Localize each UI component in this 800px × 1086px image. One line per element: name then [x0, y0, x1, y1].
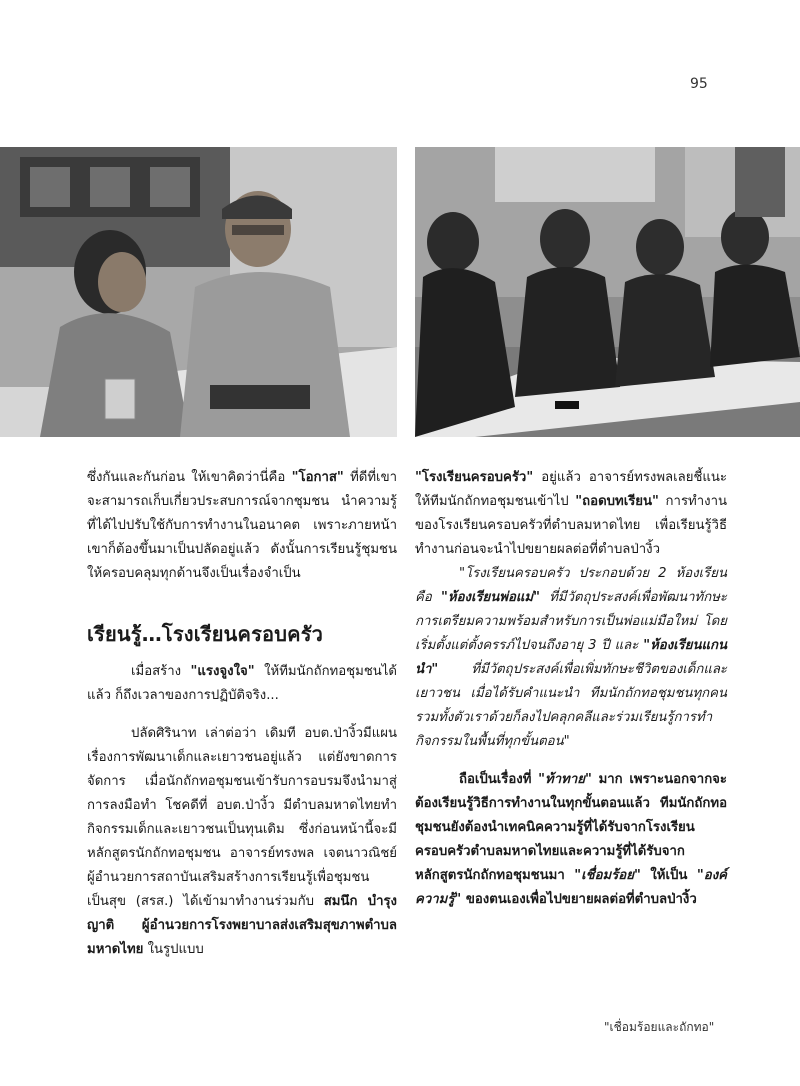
right-p3-text-4: ให้เป็น: [640, 868, 697, 883]
page-number: 95: [690, 76, 708, 92]
right-p2-text-0: "โรงเรียนครอบครัว ประกอบด้วย 2 ห้องเรียนคือ: [415, 566, 727, 605]
right-p1-text-0: "โรงเรียนครอบครัว": [415, 470, 534, 485]
left-p3-text-2: ในรูปแบบ: [143, 942, 204, 957]
meeting-photo-left: [0, 147, 397, 437]
right-p1-text-1: อยู่แล้ว อาจารย์ทรงพลเลยชี้แนะให้ทีมนักถักทอชุมชนเข้าไป: [415, 470, 727, 509]
right-p3-text-5: "องค์ความรู้": [415, 868, 727, 907]
paragraph-challenge: [415, 768, 727, 912]
paragraph-family-school: [415, 466, 727, 562]
right-p2-text-3: "ห้องเรียนแกนนำ": [415, 638, 727, 677]
left-p1-text-0: ซึ่งกันและกันก่อน ให้เขาคิดว่านี่คือ: [87, 470, 292, 485]
paragraph-background: [87, 722, 397, 962]
right-p1-text-2: "ถอดบทเรียน": [575, 494, 659, 509]
section-heading: เรียนรู้…โรงเรียนครอบครัว: [87, 622, 324, 646]
paragraph-motivation: [87, 660, 397, 708]
left-text-column: [87, 466, 397, 962]
right-p2-text-1: "ห้องเรียนพ่อแม่": [441, 590, 540, 605]
paragraph-opportunity: [87, 466, 397, 586]
right-p3-text-3: "เชื่อมร้อย": [574, 868, 641, 883]
left-p1-text-1: "โอกาส": [291, 470, 344, 485]
footer-title: "เชื่อมร้อยและถักทอ": [604, 1020, 715, 1034]
right-p3-text-2: มาก เพราะนอกจากจะต้องเรียนรู้วิธีการทำงานในทุกขั้นตอนแล้ว ทีมนักถักทอชุมชนยังต้องนำเทคนิคความรู้ที่ได้รับจากโรงเรียนครอบครัวตำบลมหาดไทยและความรู้ที่ได้รับจากหลักสูตรนักถักทอชุมชนมา: [415, 772, 727, 883]
left-p2-text-1: "แรงจูงใจ": [190, 664, 255, 679]
left-p1-text-2: ที่ดีที่เขาจะสามารถเก็บเกี่ยวประสบการณ์จากชุมชน นำความรู้ที่ได้ไปปรับใช้กับการทำงานในอนาคต เพราะภายหน้าเขาก็ต้องขึ้นมาเป็นปลัดอยู่แล้ว ดังนั้นการเรียนรู้ชุมชนให้ครอบคลุมทุกด้านจึงเป็นเรื่องจำเป็น: [87, 470, 397, 581]
right-p1-text-3: การทำงานของโรงเรียนครอบครัวที่ตำบลมหาดไทย เพื่อเรียนรู้วิธีทำงานก่อนจะนำไปขยายผลต่อที่ตำบลป่างิ้ว: [415, 494, 727, 557]
left-p2-text-2: ให้ทีมนักถักทอชุมชนได้แล้ว ก็ถึงเวลาของการปฏิบัติจริง...: [87, 664, 397, 703]
quote-two-classrooms: [415, 562, 727, 754]
right-p3-text-0: ถือเป็นเรื่องที่: [459, 772, 539, 787]
workshop-photo-right: [415, 147, 800, 437]
right-p2-text-2: ที่มีวัตถุประสงค์เพื่อพัฒนาทักษะการเตรียมความพร้อมสำหรับการเป็นพ่อแม่มือใหม่ โดยเริ่มตั้งแต่ตั้งครรภ์ไปจนถึงอายุ 3 ปี และ: [415, 590, 728, 653]
right-p3-text-6: ของตนเองเพื่อไปขยายผลต่อที่ตำบลป่างิ้ว: [461, 892, 697, 907]
left-p2-text-0: เมื่อสร้าง: [131, 664, 191, 679]
left-p3-text-1: สมนึก บำรุงญาติ ผู้อำนวยการโรงพยาบาลส่งเสริมสุขภาพตำบลมหาดไทย: [87, 894, 397, 957]
right-text-column: [415, 466, 727, 912]
right-p3-text-1: "ท้าทาย": [538, 772, 592, 787]
right-p2-text-4: ที่มีวัตถุประสงค์เพื่อเพิ่มทักษะชีวิตของเด็กและเยาวชน เมื่อได้รับคำแนะนำ ทีมนักถักทอชุมชนทุกคนรวมทั้งตัวเราด้วยก็ลงไปคลุกคลีและร่วมเรียนรู้การทำกิจกรรมในพื้นที่ทุกขั้นตอน": [415, 662, 727, 749]
left-p3-text-0: ปลัดศิรินาท เล่าต่อว่า เดิมที อบต.ป่างิ้วมีแผนเรื่องการพัฒนาเด็กและเยาวชนอยู่แล้ว แต่ยังขาดการจัดการ เมื่อนักถักทอชุมชนเข้ารับการอบรมจึงนำมาสู่การลงมือทำ โชคดีที่ อบต.ป่างิ้ว มีตำบลมหาดไทยทำกิจกรรมเด็กและเยาวชนเป็นทุนเดิม ซึ่งก่อนหน้านี้จะมีหลักสูตรนักถักทอชุมชน อาจารย์ทรงพล เจตนาวณิชย์ ผู้อำนวยการสถาบันเสริมสร้างการเรียนรู้เพื่อชุมชนเป็นสุข (สรส.) ได้เข้ามาทำงานร่วมกับ: [87, 726, 397, 909]
